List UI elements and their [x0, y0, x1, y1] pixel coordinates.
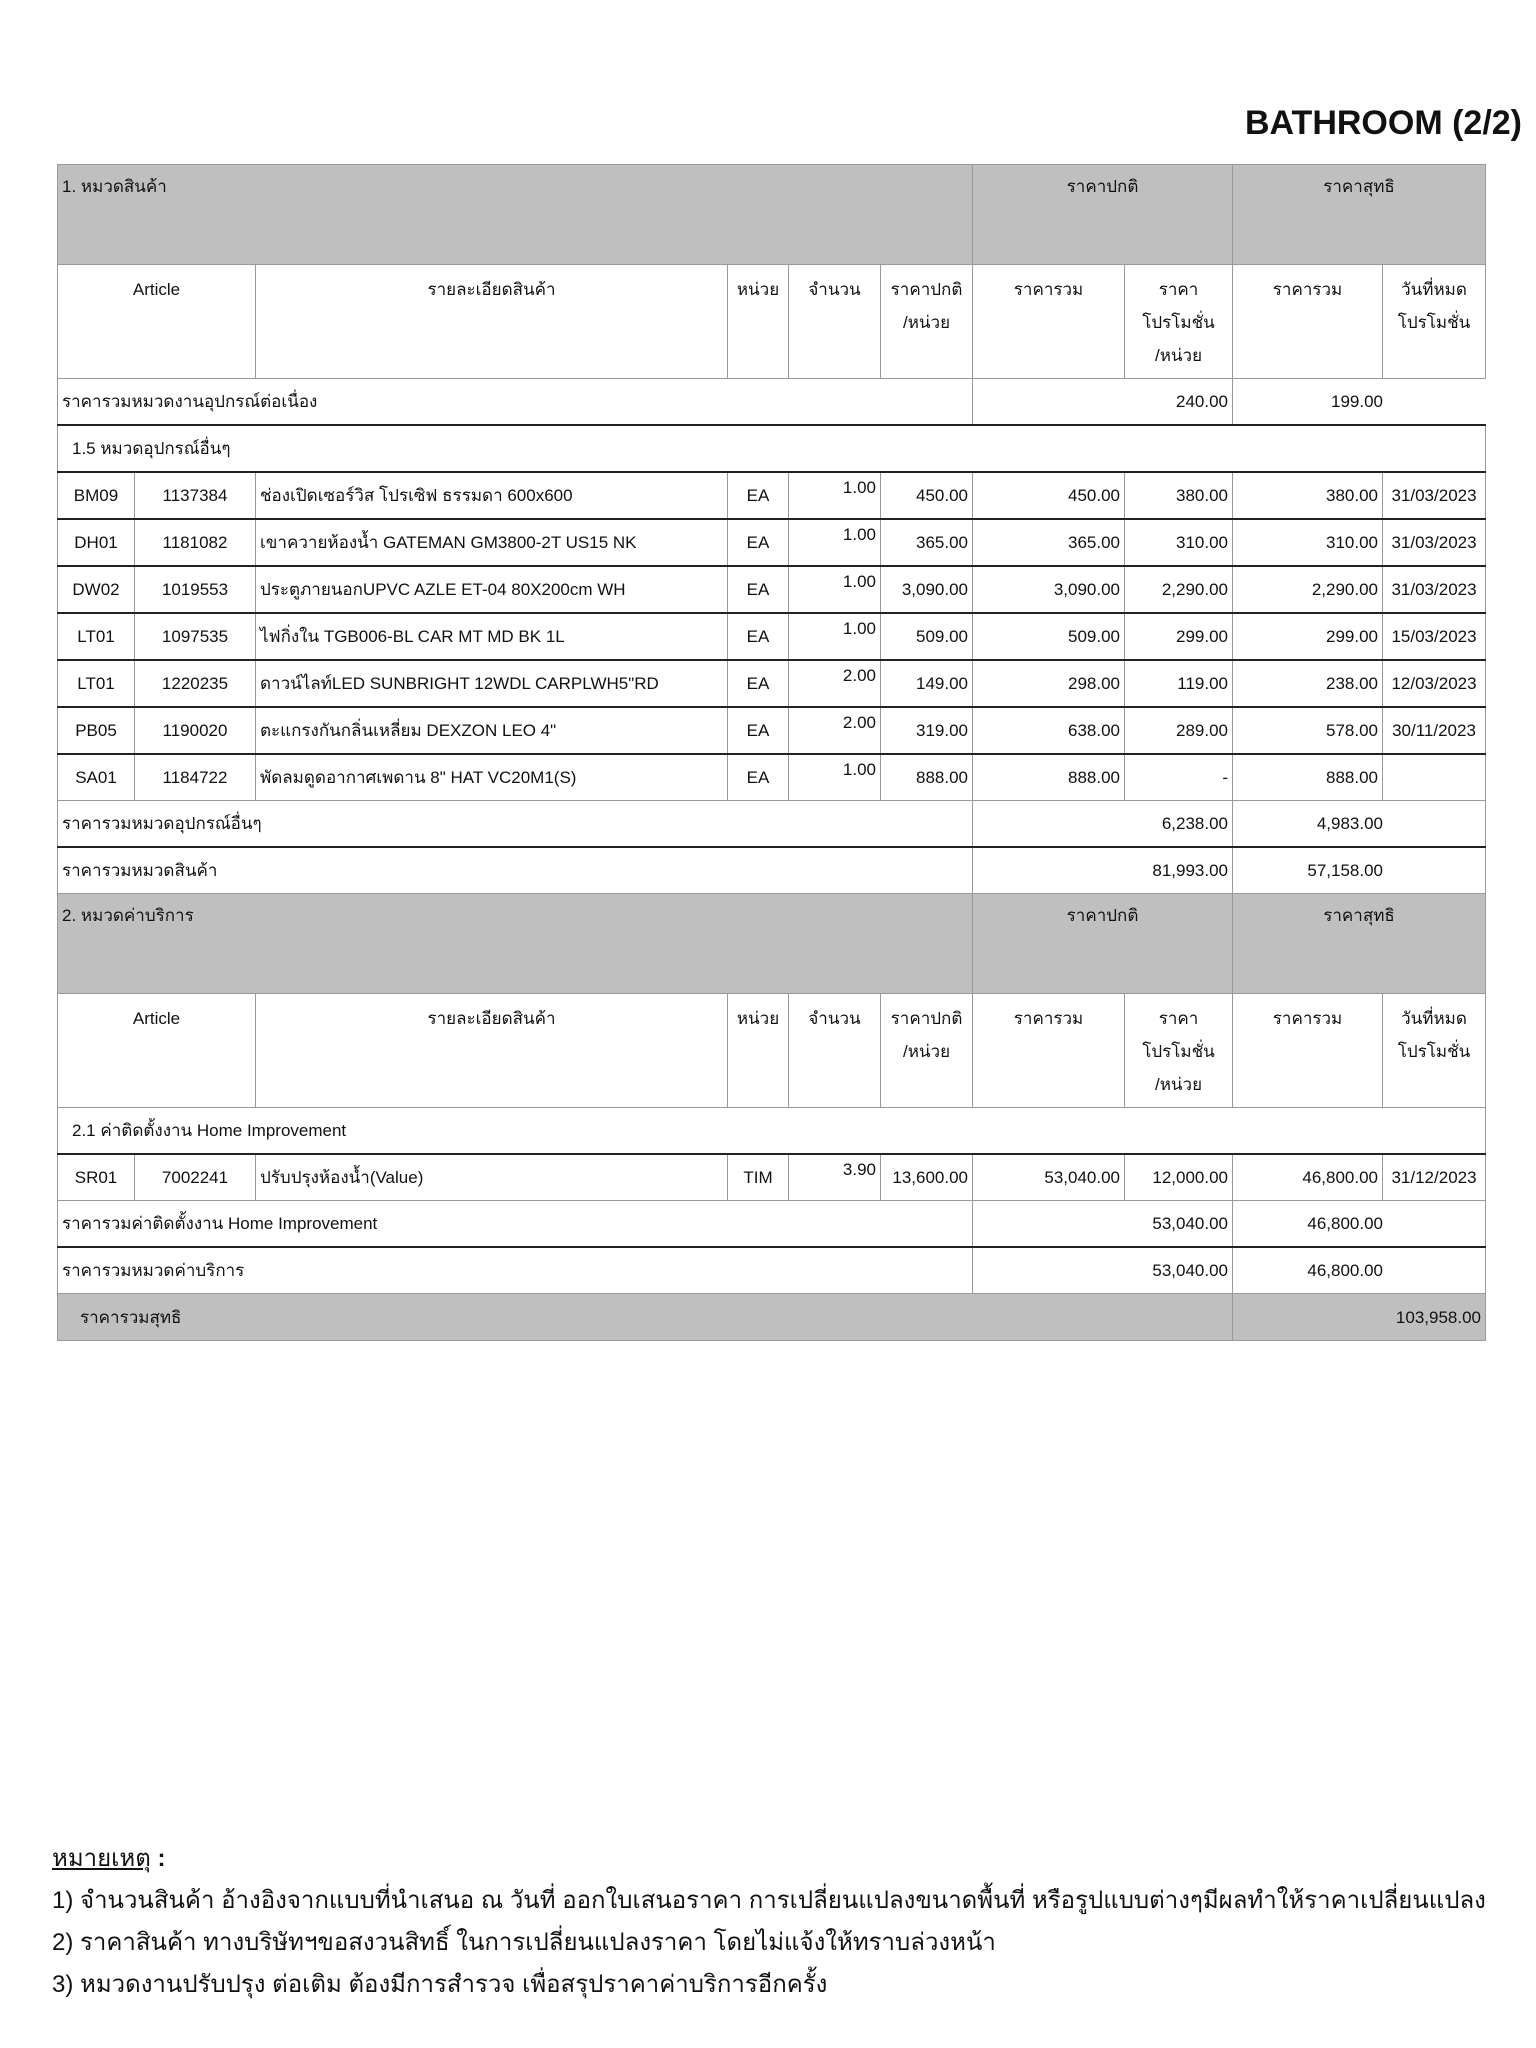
row-article: 1190020: [135, 707, 256, 754]
section2-sum-row: [58, 1247, 1486, 1294]
row-date: [1383, 754, 1486, 801]
row-article: 1181082: [135, 519, 256, 566]
col-qty-2: จำนวน: [789, 994, 881, 1108]
row-qty: 1.00: [789, 754, 881, 801]
notes-heading: [52, 1838, 1486, 1880]
subsection2-sum-total: 53,040.00: [973, 1201, 1233, 1248]
row-description: เขาควายห้องน้ำ GATEMAN GM3800-2T US15 NK: [256, 519, 728, 566]
row-article: 1220235: [135, 660, 256, 707]
row-code: SA01: [58, 754, 135, 801]
notes-section: [52, 1838, 1486, 2006]
row-qty: 3.90: [789, 1154, 881, 1201]
regular-price-header-2: ราคาปกติ: [973, 894, 1233, 994]
col-unit-price-2-l1: ราคาปกติ: [890, 1009, 963, 1028]
section1-sum-row: [58, 847, 1486, 894]
table-row: [58, 613, 1486, 660]
row-date: 15/03/2023: [1383, 613, 1486, 660]
row-promo: 380.00: [1125, 472, 1233, 519]
subsection-1-5-title: 1.5 หมวดอุปกรณ์อื่นๆ: [58, 425, 1486, 472]
row-description: ปรับปรุงห้องน้ำ(Value): [256, 1154, 728, 1201]
col-promo-2-l2: โปรโมชั่น: [1142, 1042, 1215, 1061]
table-row: [58, 707, 1486, 754]
row-qty: 2.00: [789, 707, 881, 754]
col-total-net-2: ราคารวม: [1233, 994, 1383, 1108]
carry-sum-net-value: 199.00: [1331, 392, 1384, 411]
col-unit-price-l1: ราคาปกติ: [890, 280, 963, 299]
row-net: 310.00: [1233, 519, 1383, 566]
notes-heading-text: หมายเหตุ: [52, 1845, 151, 1872]
section2-sum-total: 53,040.00: [973, 1247, 1233, 1294]
row-total: 888.00: [973, 754, 1125, 801]
quotation-table: [57, 164, 1486, 1341]
row-total: 638.00: [973, 707, 1125, 754]
row-promo: 310.00: [1125, 519, 1233, 566]
col-article: Article: [58, 265, 256, 379]
subsection-sum-label: ราคารวมหมวดอุปกรณ์อื่นๆ: [58, 801, 973, 848]
subsection-sum-row: [58, 801, 1486, 848]
row-unit: EA: [728, 613, 789, 660]
notes-heading-colon: :: [150, 1845, 166, 1872]
row-description: ตะแกรงกันกลิ่นเหลี่ยม DEXZON LEO 4": [256, 707, 728, 754]
row-unit: EA: [728, 519, 789, 566]
row-date: 31/03/2023: [1383, 472, 1486, 519]
section1-sum-net: [1233, 847, 1486, 894]
table-row: [58, 1154, 1486, 1201]
row-price: 888.00: [881, 754, 973, 801]
row-unit: EA: [728, 472, 789, 519]
col-promo-price: [1125, 265, 1233, 379]
note-line-2: 2) ราคาสินค้า ทางบริษัทฯขอสงวนสิทธิ์ ในการเปลี่ยนแปลงราคา โดยไม่แจ้งให้ทราบล่วงหน้า: [52, 1929, 996, 1956]
col-promo-end-l1: วันที่หมด: [1401, 280, 1467, 299]
table-row: [58, 566, 1486, 613]
row-price: 149.00: [881, 660, 973, 707]
row-unit: EA: [728, 566, 789, 613]
row-code: LT01: [58, 613, 135, 660]
col-promo-price-2: [1125, 994, 1233, 1108]
section1-sum-label: ราคารวมหมวดสินค้า: [58, 847, 973, 894]
row-description: ประตูภายนอกUPVC AZLE ET-04 80X200cm WH: [256, 566, 728, 613]
row-code: SR01: [58, 1154, 135, 1201]
subsection-sum-total: 6,238.00: [973, 801, 1233, 848]
row-price: 319.00: [881, 707, 973, 754]
row-code: LT01: [58, 660, 135, 707]
col-total: ราคารวม: [973, 265, 1125, 379]
subsection2-sum-row: [58, 1201, 1486, 1248]
row-price: 3,090.00: [881, 566, 973, 613]
row-description: ช่องเปิดเซอร์วิส โปรเซิฟ ธรรมดา 600x600: [256, 472, 728, 519]
col-promo-end-2: [1383, 994, 1486, 1108]
row-total: 365.00: [973, 519, 1125, 566]
row-date: 31/03/2023: [1383, 519, 1486, 566]
table-row: [58, 754, 1486, 801]
page-title: BATHROOM (2/2): [1244, 104, 1522, 142]
row-net: 380.00: [1233, 472, 1383, 519]
row-net: 238.00: [1233, 660, 1383, 707]
table-row: [58, 472, 1486, 519]
row-code: BM09: [58, 472, 135, 519]
row-promo: 12,000.00: [1125, 1154, 1233, 1201]
row-price: 13,600.00: [881, 1154, 973, 1201]
section2-header-row: [58, 894, 1486, 994]
note-line-3: 3) หมวดงานปรับปรุง ต่อเติม ต้องมีการสำรวจ เพื่อสรุปราคาค่าบริการอีกครั้ง: [52, 1971, 828, 1998]
row-total: 509.00: [973, 613, 1125, 660]
col-unit-price-2-l2: /หน่วย: [902, 1042, 951, 1061]
grand-total-row: [58, 1294, 1486, 1341]
carry-sum-row: [58, 379, 1486, 426]
row-qty: 1.00: [789, 472, 881, 519]
col-promo-end: [1383, 265, 1486, 379]
col-unit-price: [881, 265, 973, 379]
row-code: DH01: [58, 519, 135, 566]
section1-sum-net-value: 57,158.00: [1307, 861, 1384, 880]
row-date: 31/03/2023: [1383, 566, 1486, 613]
row-net: 888.00: [1233, 754, 1383, 801]
row-promo: 289.00: [1125, 707, 1233, 754]
row-qty: 1.00: [789, 613, 881, 660]
row-price: 509.00: [881, 613, 973, 660]
row-article: 1184722: [135, 754, 256, 801]
col-article-2: Article: [58, 994, 256, 1108]
row-article: 1137384: [135, 472, 256, 519]
subsection-2-1-row: [58, 1108, 1486, 1155]
row-promo: 299.00: [1125, 613, 1233, 660]
row-code: PB05: [58, 707, 135, 754]
carry-sum-total: 240.00: [973, 379, 1233, 426]
net-price-header: ราคาสุทธิ: [1233, 165, 1486, 265]
col-promo-end-l2: โปรโมชั่น: [1397, 313, 1471, 332]
row-promo: -: [1125, 754, 1233, 801]
table-row: [58, 519, 1486, 566]
note-line-1: 1) จำนวนสินค้า อ้างอิงจากแบบที่นำเสนอ ณ วันที่ ออกใบเสนอราคา การเปลี่ยนแปลงขนาดพื้นที่ หรือรูปแบบต่างๆมีผลทำให้ราคาเปลี่ยนแปลง: [52, 1887, 1486, 1914]
column-header-row-2: [58, 994, 1486, 1108]
section2-sum-label: ราคารวมหมวดค่าบริการ: [58, 1247, 973, 1294]
row-description: พัดลมดูดอากาศเพดาน 8" HAT VC20M1(S): [256, 754, 728, 801]
col-promo-l3: /หน่วย: [1154, 346, 1203, 365]
subsection2-sum-net-value: 46,800.00: [1307, 1214, 1384, 1233]
col-description-2: รายละเอียดสินค้า: [256, 994, 728, 1108]
subsection2-sum-net: [1233, 1201, 1486, 1248]
row-unit: EA: [728, 707, 789, 754]
col-unit-price-l2: /หน่วย: [902, 313, 951, 332]
row-net: 2,290.00: [1233, 566, 1383, 613]
row-unit: TIM: [728, 1154, 789, 1201]
row-unit: EA: [728, 754, 789, 801]
section2-sum-net-value: 46,800.00: [1307, 1261, 1384, 1280]
row-description: ดาวน์ไลท์LED SUNBRIGHT 12WDL CARPLWH5"RD: [256, 660, 728, 707]
regular-price-header: ราคาปกติ: [973, 165, 1233, 265]
column-header-row: [58, 265, 1486, 379]
carry-sum-net: [1233, 379, 1486, 426]
row-total: 53,040.00: [973, 1154, 1125, 1201]
carry-sum-label: ราคารวมหมวดงานอุปกรณ์ต่อเนื่อง: [58, 379, 973, 426]
col-qty: จำนวน: [789, 265, 881, 379]
row-net: 46,800.00: [1233, 1154, 1383, 1201]
col-unit: หน่วย: [728, 265, 789, 379]
row-article: 1019553: [135, 566, 256, 613]
subsection-1-5-row: [58, 425, 1486, 472]
row-article: 7002241: [135, 1154, 256, 1201]
subsection-2-1-title: 2.1 ค่าติดตั้งงาน Home Improvement: [58, 1108, 1486, 1155]
net-price-header-2: ราคาสุทธิ: [1233, 894, 1486, 994]
row-price: 365.00: [881, 519, 973, 566]
table-row: [58, 660, 1486, 707]
row-total: 3,090.00: [973, 566, 1125, 613]
row-promo: 119.00: [1125, 660, 1233, 707]
row-promo: 2,290.00: [1125, 566, 1233, 613]
row-code: DW02: [58, 566, 135, 613]
row-total: 298.00: [973, 660, 1125, 707]
col-total-net: ราคารวม: [1233, 265, 1383, 379]
row-article: 1097535: [135, 613, 256, 660]
section1-header-row: [58, 165, 1486, 265]
col-promo-l1: ราคา: [1158, 280, 1199, 299]
col-total-2: ราคารวม: [973, 994, 1125, 1108]
row-description: ไฟกิ่งใน TGB006-BL CAR MT MD BK 1L: [256, 613, 728, 660]
row-qty: 2.00: [789, 660, 881, 707]
col-promo-2-l3: /หน่วย: [1154, 1075, 1203, 1094]
col-promo-end-2-l2: โปรโมชั่น: [1397, 1042, 1471, 1061]
row-qty: 1.00: [789, 566, 881, 613]
col-unit-price-2: [881, 994, 973, 1108]
row-date: 30/11/2023: [1383, 707, 1486, 754]
grand-total-label: ราคารวมสุทธิ: [58, 1294, 1233, 1341]
col-promo-end-2-l1: วันที่หมด: [1401, 1009, 1467, 1028]
subsection-sum-net: [1233, 801, 1486, 848]
col-promo-2-l1: ราคา: [1158, 1009, 1199, 1028]
subsection-sum-net-value: 4,983.00: [1316, 814, 1384, 833]
row-unit: EA: [728, 660, 789, 707]
row-qty: 1.00: [789, 519, 881, 566]
col-unit-2: หน่วย: [728, 994, 789, 1108]
row-net: 299.00: [1233, 613, 1383, 660]
col-promo-l2: โปรโมชั่น: [1142, 313, 1215, 332]
section2-sum-net: [1233, 1247, 1486, 1294]
subsection2-sum-label: ราคารวมค่าติดตั้งงาน Home Improvement: [58, 1201, 973, 1248]
col-description: รายละเอียดสินค้า: [256, 265, 728, 379]
row-net: 578.00: [1233, 707, 1383, 754]
grand-total-value: 103,958.00: [1233, 1294, 1486, 1341]
section1-title: 1. หมวดสินค้า: [58, 165, 973, 265]
row-date: 12/03/2023: [1383, 660, 1486, 707]
row-total: 450.00: [973, 472, 1125, 519]
section1-item-rows: [58, 472, 1486, 801]
row-price: 450.00: [881, 472, 973, 519]
section1-sum-total: 81,993.00: [973, 847, 1233, 894]
row-date: 31/12/2023: [1383, 1154, 1486, 1201]
section2-title: 2. หมวดค่าบริการ: [58, 894, 973, 994]
